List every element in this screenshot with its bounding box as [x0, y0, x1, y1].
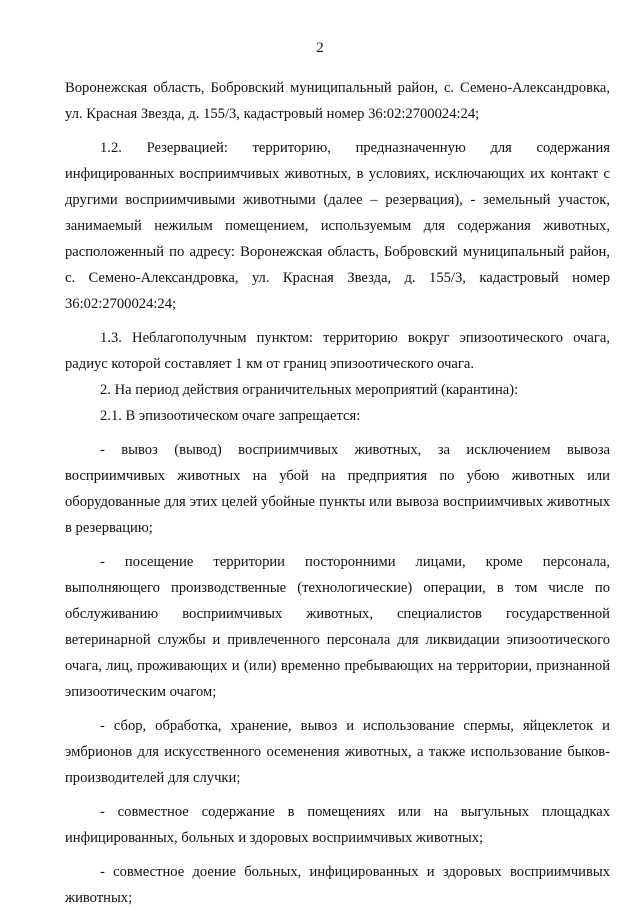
paragraph-2-quarantine-period: 2. На период действия ограничительных мероприятий (карантина): [100, 382, 519, 398]
list-item-animal-export: - вывоз (вывод) восприимчивых животных, за исключением вывоза восприимчивых животных на убой на предприятия по убою животных или оборудованные для этих целей убойные пункты или вывоза восприимчивых животных в резервацию; [65, 442, 610, 536]
paragraph-address-continuation: Воронежская область, Бобровский муниципальный район, с. Семено-Александровка, ул. Красная Звезда, д. 155/3, кадастровый номер 36:02:2700024:24; [65, 80, 610, 122]
list-item-visiting-territory: - посещение территории посторонними лицами, кроме персонала, выполняющего производственные (технологические) операции, в том числе по обслуживанию восприимчивых животных, специалистов государственной ветеринарной службы и привлеченного персонала для ликвидации эпизоотического очага, лиц, проживающих и (или) временно пребывающих на территории, признанной эпизоотическим очагом; [65, 554, 610, 700]
list-item-joint-milking: - совместное доение больных, инфицированных и здоровых восприимчивых животных; [65, 864, 610, 906]
page-number: 2 [316, 40, 324, 56]
paragraph-1-2-reservation: 1.2. Резервацией: территорию, предназначенную для содержания инфицированных восприимчивых животных, в условиях, исключающих их контакт с другими восприимчивыми животными (далее – резервация), - земельный участок, занимаемый нежилым помещением, используемым для содержания животных, расположенный по адресу: Воронежская область, Бобровский муниципальный район, с. Семено-Александровка, ул. Красная Звезда, д. 155/3, кадастровый номер 36:02:2700024:24; [65, 140, 610, 312]
list-item-joint-housing: - совместное содержание в помещениях или на выгульных площадках инфицированных, больных и здоровых восприимчивых животных; [65, 804, 610, 846]
paragraph-1-3-unfavorable-point: 1.3. Неблагополучным пунктом: территорию вокруг эпизоотического очага, радиус которой составляет 1 км от границ эпизоотического очага. [65, 330, 610, 372]
paragraph-2-1-prohibitions: 2.1. В эпизоотическом очаге запрещается: [100, 408, 361, 424]
document-body [65, 75, 610, 911]
list-item-sperm-embryos: - сбор, обработка, хранение, вывоз и использование спермы, яйцеклеток и эмбрионов для искусственного осеменения животных, а также использование быков-производителей для случки; [65, 718, 610, 786]
